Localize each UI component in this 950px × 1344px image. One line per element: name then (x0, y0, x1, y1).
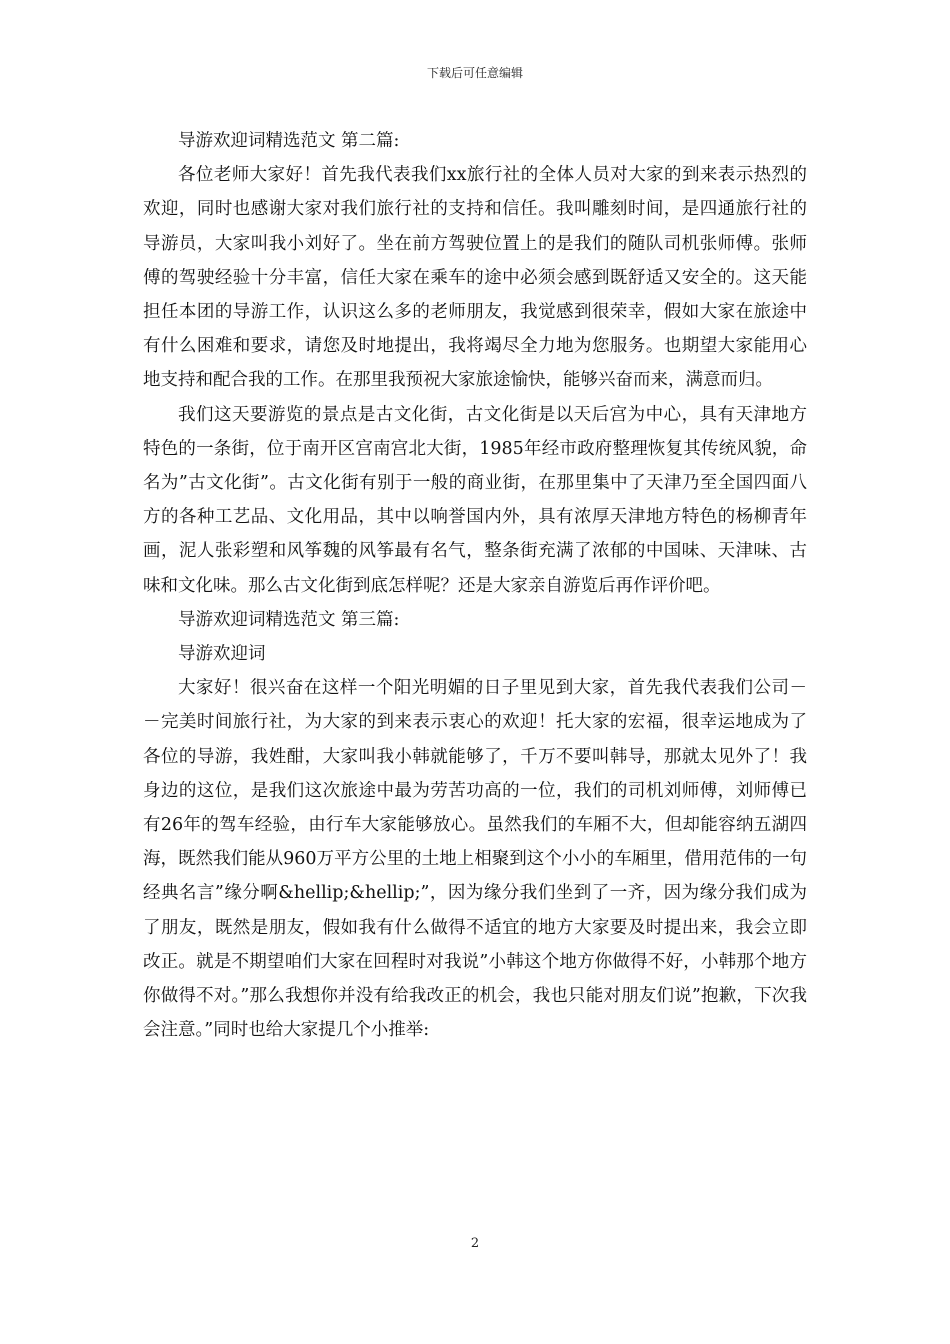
section-heading-2: 导游欢迎词精选范文 第二篇: (178, 131, 400, 151)
paragraph: 我们这天要游览的景点是古文化街，古文化街是以天后宫为中心，具有天津地方特色的一条街，位于南开区宫南宫北大街，1985年经市政府整理恢复其传统风貌，命名为”古文化街”。古文化街有别于一般的商业街，在那里集中了天津乃至全国四面八方的各种工艺品、文化用品，其中以响誉国内外，具有浓厚天津地方特色的杨柳青年画，泥人张彩塑和风筝魏的风筝最有名气，整条街充满了浓郁的中国味、天津味、古味和文化味。那么古文化街到底怎样呢？还是大家亲自游览后再作评价吧。 (143, 404, 807, 596)
paragraph: 各位老师大家好！首先我代表我们xx旅行社的全体人员对大家的到来表示热烈的欢迎，同时也感谢大家对我们旅行社的支持和信任。我叫雕刻时间，是四通旅行社的导游员，大家叫我小刘好了。坐在前方驾驶位置上的是我们的随队司机张师傅。张师傅的驾驶经验十分丰富，信任大家在乘车的途中必须会感到既舒适又安全的。这天能担任本团的导游工作，认识这么多的老师朋友，我觉感到很荣幸，假如大家在旅途中有什么困难和要求，请您及时地提出，我将竭尽全力地为您服务。也期望大家能用心地支持和配合我的工作。在那里我预祝大家旅途愉快，能够兴奋而来，满意而归。 (143, 165, 807, 391)
document-body (143, 124, 807, 1047)
page-header: 下载后可任意编辑 (426, 66, 523, 80)
section-heading-3: 导游欢迎词精选范文 第三篇: (178, 609, 400, 630)
subheading: 导游欢迎词 (178, 644, 266, 665)
paragraph: 大家好！很兴奋在这样一个阳光明媚的日子里见到大家，首先我代表我们公司－－完美时间旅行社，为大家的到来表示衷心的欢迎！托大家的宏福，很幸运地成为了各位的导游，我姓酣，大家叫我小韩就能够了，千万不要叫韩导，那就太见外了！我身边的这位，是我们这次旅途中最为劳苦功高的一位，我们的司机刘师傅，刘师傅已有26年的驾车经验，由行车大家能够放心。虽然我们的车厢不大，但却能容纳五湖四海，既然我们能从960万平方公里的土地上相聚到这个小小的车厢里，借用范伟的一句经典名言”缘分啊&hellip;&hellip;”，因为缘分我们坐到了一齐，因为缘分我们成为了朋友，既然是朋友，假如我有什么做得不适宜的地方大家要及时提出来，我会立即改正。就是不期望咱们大家在回程时对我说”小韩这个地方你做得不好，小韩那个地方你做得不对。”那么我想你并没有给我改正的机会，我也只能对朋友们说”抱歉，下次我会注意。”同时也给大家提几个小推举: (143, 678, 807, 1041)
page-number: 2 (470, 1236, 480, 1251)
